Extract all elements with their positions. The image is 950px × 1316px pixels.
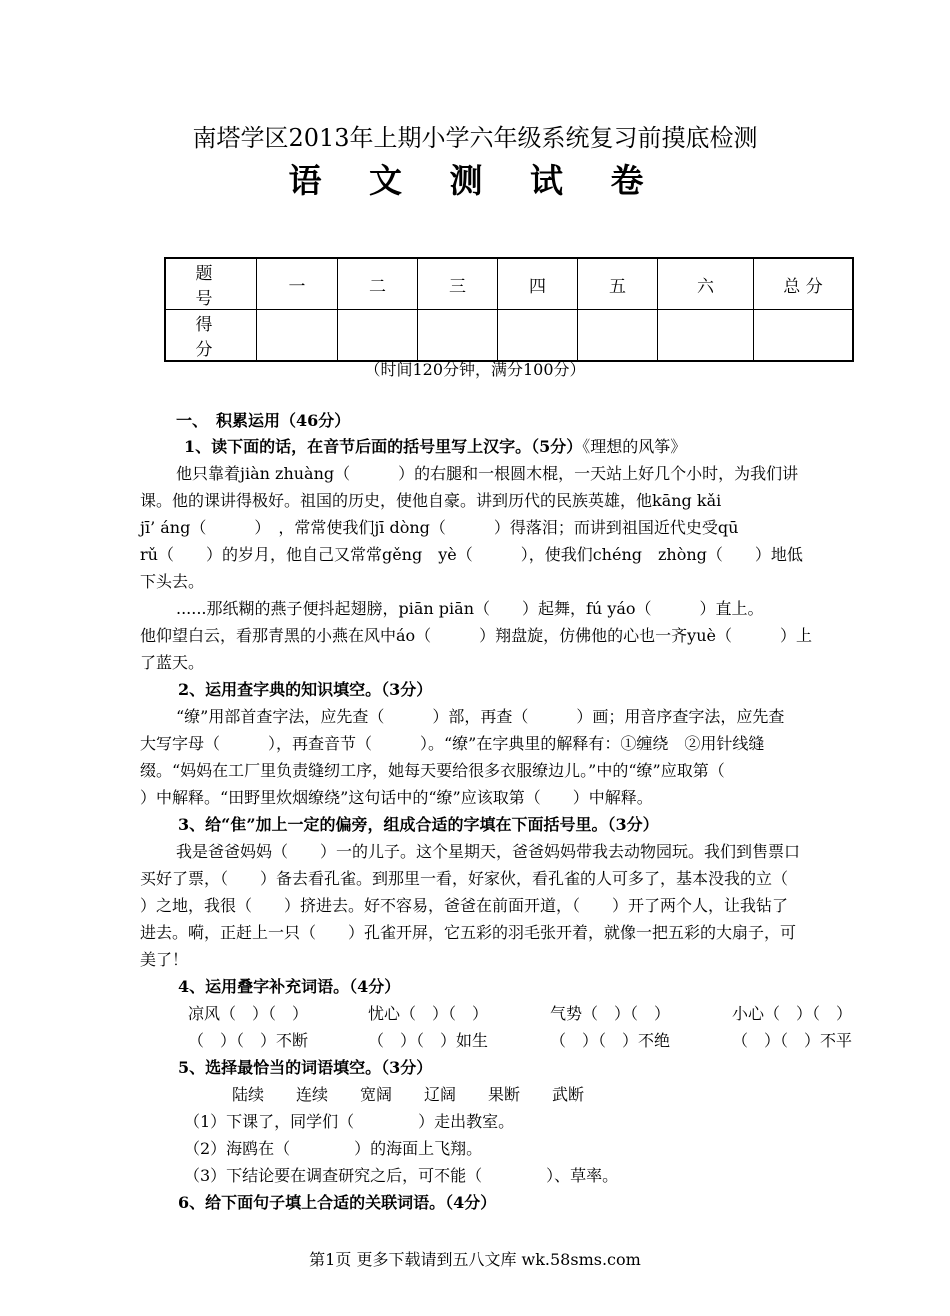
- question-4-row: [140, 1000, 872, 1027]
- passage-line: 下头去。: [140, 572, 205, 591]
- question-5-title: 5、选择最恰当的词语填空。（3分）: [178, 1058, 433, 1077]
- passage-line: 他仰望白云，看那青黑的小燕在风中áo（ ）翔盘旋，仿佛他的心也一齐yuè（ ）上: [140, 626, 812, 645]
- score-table-header-row: [165, 258, 853, 310]
- question-2-line: ）中解释。“田野里炊烟缭绕”这句话中的“缭”应该取第（ ）中解释。: [140, 788, 653, 807]
- score-header-total: 总 分: [754, 258, 854, 310]
- passage-line: rǔ（ ）的岁月，他自己又常常gěng yè（ ），使我们chéng zhòng（ ）地低: [140, 545, 803, 564]
- score-cell: [498, 310, 578, 362]
- score-cell: [257, 310, 338, 362]
- question-2-title: 2、运用查字典的知识填空。（3分）: [178, 680, 433, 699]
- page-footer: 第1页 更多下载请到五八文库 wk.58sms.com: [309, 1250, 641, 1269]
- score-cell: [418, 310, 498, 362]
- section-title: 一、 积累运用（46分）: [176, 411, 351, 430]
- question-1-source: 《理想的风筝》: [582, 437, 687, 456]
- word-bank: 陆续 连续 宽阔 辽阔 果断 武断: [232, 1085, 585, 1104]
- idiom-item: （ ）（ ）不断: [188, 1031, 309, 1050]
- question-5-sentence: （1）下课了，同学们（ ）走出教室。: [184, 1112, 515, 1131]
- passage-line: ......那纸糊的燕子便抖起翅膀，piān piān（ ）起舞，fú yáo（ ）直上。: [176, 599, 764, 618]
- question-5-sentence: （2）海鸥在（ ）的海面上飞翔。: [184, 1139, 483, 1158]
- question-3-line: 买好了票，（ ）备去看孔雀。到那里一看，好家伙，看孔雀的人可多了，基本没我的立（: [140, 869, 789, 888]
- time-note: （时间120分钟，满分100分）: [364, 360, 586, 379]
- question-1-title: 1、读下面的话，在音节后面的括号里写上汉字。（5分）: [184, 437, 583, 456]
- question-6-title: 6、给下面句子填上合适的关联词语。（4分）: [178, 1193, 497, 1212]
- score-table: [164, 257, 854, 362]
- question-2-line: “缭”用部首查字法，应先查（ ）部，再查（ ）画；用音序查字法，应先查: [176, 707, 785, 726]
- question-1-header: [140, 434, 872, 460]
- score-header-cell: 二: [338, 258, 418, 310]
- question-2-line: 大写字母（ ），再查音节（ ）。“缭”在字典里的解释有：①缠绕 ②用针线缝: [140, 734, 765, 753]
- score-cell: [658, 310, 754, 362]
- idiom-item: 凉风（ ）（ ）: [188, 1004, 309, 1023]
- score-cell: [338, 310, 418, 362]
- question-4-title: 4、运用叠字补充词语。（4分）: [178, 977, 401, 996]
- score-header-cell: 三: [418, 258, 498, 310]
- question-2-line: 缀。“妈妈在工厂里负责缝纫工序，她每天要给很多衣服缭边儿。”中的“缭”应取第（: [140, 761, 725, 780]
- score-header-label: 题 号: [165, 258, 257, 310]
- question-3-title: 3、给“隹”加上一定的偏旁，组成合适的字填在下面括号里。（3分）: [178, 815, 659, 834]
- passage-line: 课。他的课讲得极好。祖国的历史，使他自豪。讲到历代的民族英雄，他kāng kǎi: [140, 491, 722, 510]
- idiom-item: （ ）（ ）不平: [732, 1031, 853, 1050]
- question-3-line: ）之地，我很（ ）挤进去。好不容易，爸爸在前面开道，（ ）开了两个人，让我钻了: [140, 896, 789, 915]
- exam-title: 语 文 测 试 卷: [288, 161, 662, 200]
- exam-content: [140, 408, 872, 1216]
- score-header-cell: 五: [578, 258, 658, 310]
- question-3-line: 美了！: [140, 950, 189, 969]
- score-header-cell: 四: [498, 258, 578, 310]
- question-3-line: 我是爸爸妈妈（ ）一的儿子。这个星期天，爸爸妈妈带我去动物园玩。我们到售票口: [176, 842, 801, 861]
- passage-line: 他只靠着jiàn zhuàng（ ）的右腿和一根圆木棍，一天站上好几个小时，为我们讲: [176, 464, 799, 483]
- idiom-item: 忧心（ ）（ ）: [368, 1004, 489, 1023]
- score-row-label: 得 分: [165, 310, 257, 362]
- score-table-score-row: [165, 310, 853, 362]
- passage-line: jī’ áng（ ） ，常常使我们jī dòng（ ）得落泪；而讲到祖国近代史受qū: [140, 518, 739, 537]
- passage-line: 了蓝天。: [140, 653, 205, 672]
- idiom-item: （ ）（ ）如生: [368, 1031, 489, 1050]
- exam-subtitle: 南塔学区2013年上期小学六年级系统复习前摸底检测: [192, 124, 758, 152]
- question-5-sentence: （3）下结论要在调查研究之后，可不能（ ）、草率。: [184, 1166, 619, 1185]
- question-3-line: 进去。嗬，正赶上一只（ ）孔雀开屏，它五彩的羽毛张开着，就像一把五彩的大扇子，可: [140, 923, 797, 942]
- idiom-item: 气势（ ）（ ）: [550, 1004, 671, 1023]
- score-cell: [578, 310, 658, 362]
- question-4-row: [140, 1027, 872, 1054]
- idiom-item: （ ）（ ）不绝: [550, 1031, 671, 1050]
- idiom-item: 小心（ ）（ ）: [732, 1004, 853, 1023]
- score-cell: [754, 310, 854, 362]
- score-header-cell: 六: [658, 258, 754, 310]
- score-header-cell: 一: [257, 258, 338, 310]
